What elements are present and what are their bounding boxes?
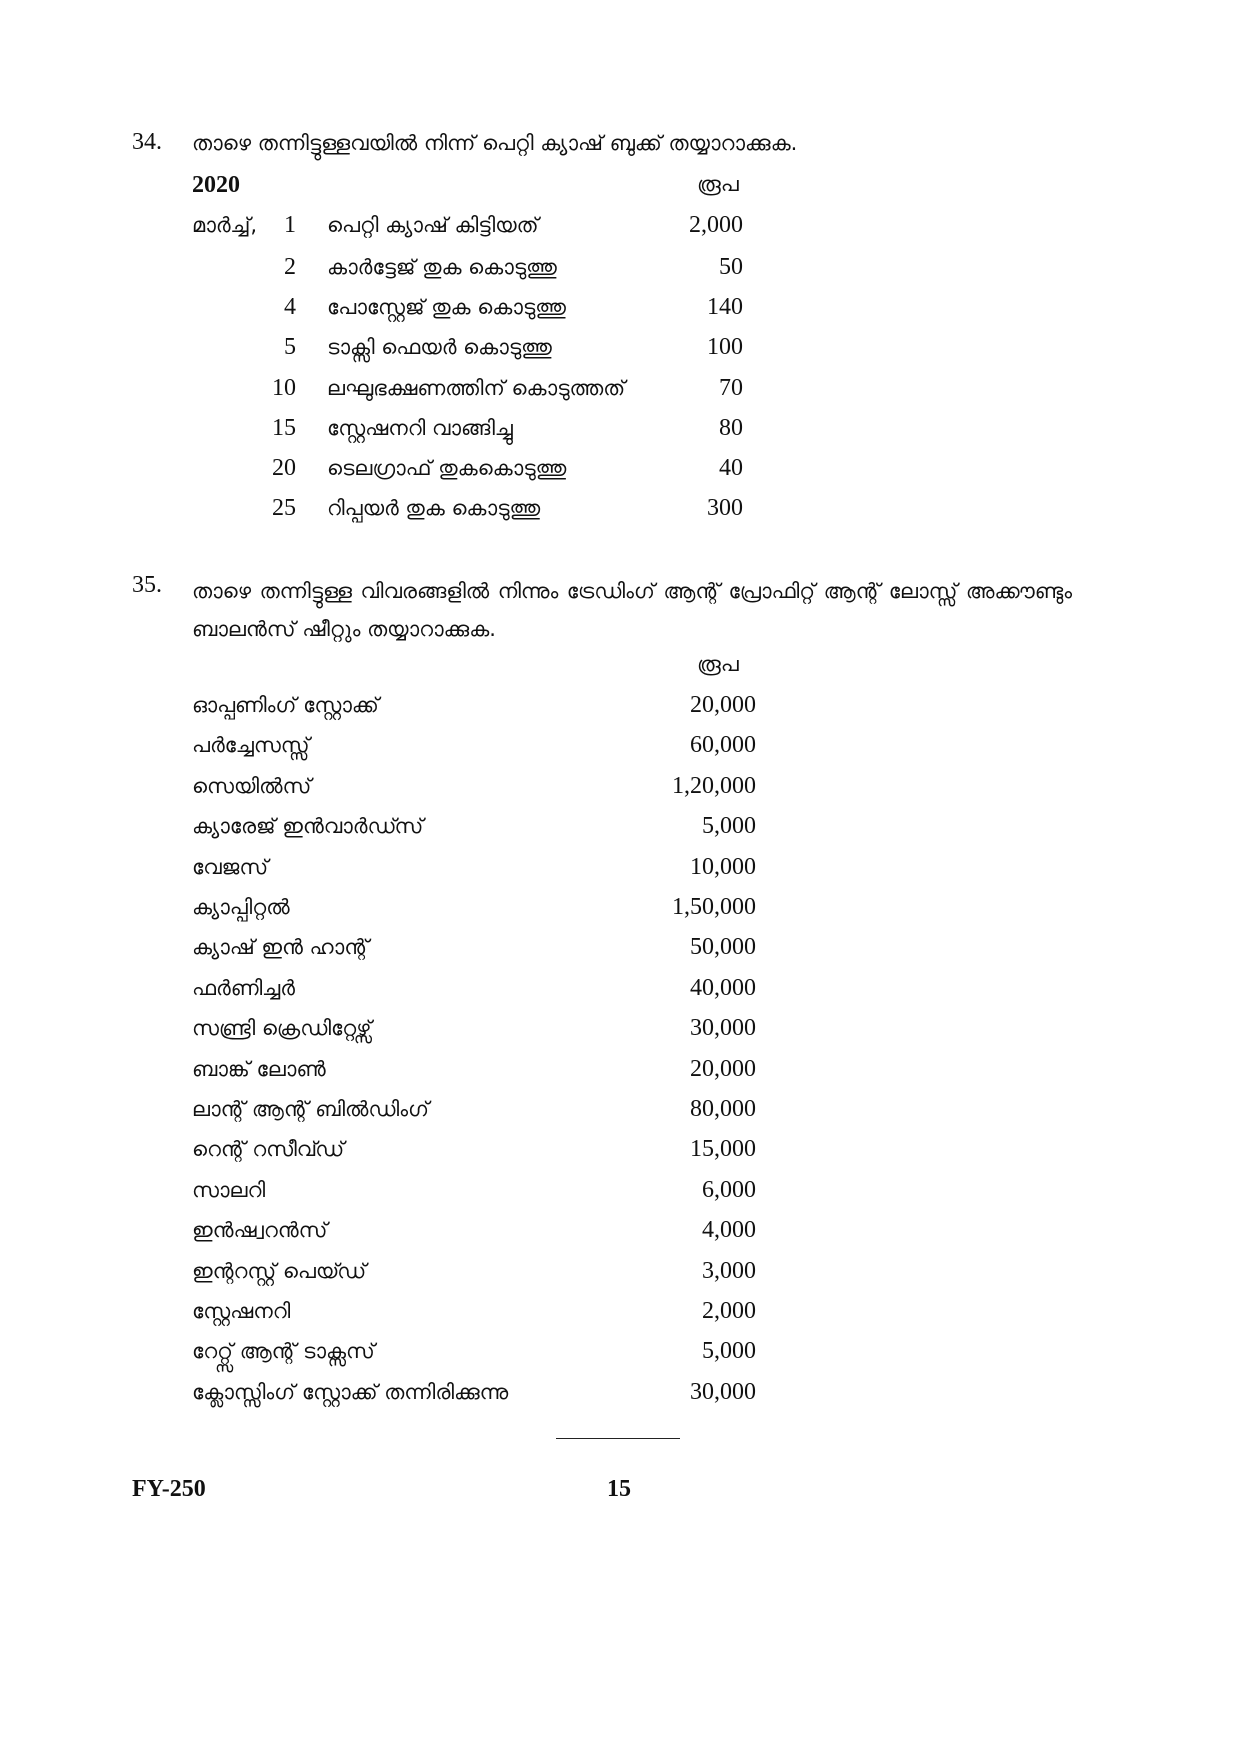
q35-row-description: റേറ്റ്സ് ആന്റ് ടാക്സസ്	[192, 1339, 375, 1363]
q35-currency-header: രൂപ	[697, 652, 739, 676]
q35-row-amount: 6,000	[702, 1177, 756, 1203]
q34-year: 2020	[192, 172, 240, 198]
q35-row-amount: 50,000	[690, 934, 756, 960]
q35-row-amount: 40,000	[690, 975, 756, 1001]
q35-row-description: ഓപ്പണിംഗ് സ്റ്റോക്ക്	[192, 693, 379, 717]
q35-row-amount: 2,000	[702, 1298, 756, 1324]
q34-row-amount: 100	[707, 334, 743, 360]
q35-row-amount: 80,000	[690, 1096, 756, 1122]
q34-row-description: ടെലഗ്രാഫ് തുകകൊടുത്തു	[327, 456, 567, 480]
q34-row-amount: 140	[707, 294, 743, 320]
q34-row-amount: 2,000	[689, 212, 743, 238]
q35-row-amount: 4,000	[702, 1217, 756, 1243]
q35-row-description: ലാന്റ് ആന്റ് ബിൽഡിംഗ്	[192, 1097, 430, 1121]
q35-row-amount: 5,000	[702, 1338, 756, 1364]
q34-row-amount: 40	[719, 455, 743, 481]
q35-row-amount: 10,000	[690, 854, 756, 880]
q35-row-description: സാലറി	[192, 1178, 266, 1202]
q35-row-amount: 1,20,000	[672, 773, 756, 799]
q34-month: മാർച്ച്,	[192, 213, 258, 237]
q35-row-description: പർച്ചേസസ്സ്	[192, 733, 310, 757]
q35-row-description: ബാങ്ക് ലോൺ	[192, 1057, 326, 1081]
q34-question: താഴെ തന്നിട്ടുള്ളവയിൽ നിന്ന് പെറ്റി ക്യാഷ് ബുക്ക് തയ്യാറാക്കുക.	[192, 131, 798, 155]
q35-row-description: വേജസ്	[192, 855, 269, 879]
q35-row-description: ക്യാഷ് ഇൻ ഹാന്റ്	[192, 935, 369, 959]
q35-row-description: ഇന്ററസ്റ്റ് പെയ്ഡ്	[192, 1259, 367, 1283]
q34-row-day: 15	[272, 415, 296, 441]
q35-row-amount: 20,000	[690, 1056, 756, 1082]
q35-row-amount: 60,000	[690, 732, 756, 758]
q35-row-amount: 20,000	[690, 692, 756, 718]
q35-row-description: ക്യാപ്പിറ്റൽ	[192, 895, 290, 919]
q35-row-amount: 30,000	[690, 1015, 756, 1041]
q34-row-day: 25	[272, 495, 296, 521]
page-number: 15	[607, 1476, 631, 1502]
q34-row-day: 20	[272, 455, 296, 481]
end-divider	[556, 1438, 680, 1439]
q34-row-day: 2	[284, 254, 296, 280]
q35-row-amount: 15,000	[690, 1136, 756, 1162]
q34-row-description: ലഘുഭക്ഷണത്തിന് കൊടുത്തത്	[327, 376, 626, 400]
q34-row-day: 5	[284, 334, 296, 360]
q34-row-description: കാർട്ടേജ് തുക കൊടുത്തു	[327, 255, 557, 279]
q35-row-amount: 3,000	[702, 1258, 756, 1284]
q35-row-amount: 5,000	[702, 813, 756, 839]
q35-row-amount: 1,50,000	[672, 894, 756, 920]
q34-row-amount: 50	[719, 254, 743, 280]
q34-row-day: 4	[284, 294, 296, 320]
q35-row-description: ക്ലോസ്സിംഗ് സ്റ്റോക്ക് തന്നിരിക്കുന്നു	[192, 1380, 509, 1404]
q34-row-amount: 80	[719, 415, 743, 441]
q35-row-description: ക്യാരേജ് ഇൻവാർഡ്സ്	[192, 814, 424, 838]
footer-code: FY-250	[132, 1476, 206, 1502]
q34-row-description: പെറ്റി ക്യാഷ് കിട്ടിയത്	[327, 213, 539, 237]
q34-row-day: 1	[284, 212, 296, 238]
q35-row-description: സണ്ട്രി ക്രെഡിറ്റേഴ്സ്	[192, 1016, 372, 1040]
q34-row-description: സ്റ്റേഷനറി വാങ്ങിച്ചു	[327, 416, 513, 440]
q35-row-description: റെന്റ് റസീവ്ഡ്	[192, 1137, 345, 1161]
q34-row-amount: 70	[719, 375, 743, 401]
q35-row-amount: 30,000	[690, 1379, 756, 1405]
q34-row-amount: 300	[707, 495, 743, 521]
q35-row-description: സെയിൽസ്	[192, 774, 312, 798]
q34-row-description: ടാക്സി ഫെയർ കൊടുത്തു	[327, 335, 552, 359]
q35-number: 35.	[132, 572, 162, 598]
q35-row-description: ഫർണിച്ചർ	[192, 976, 295, 1000]
q35-question: താഴെ തന്നിട്ടുള്ള വിവരങ്ങളിൽ നിന്നും ട്രേഡിംഗ് ആന്റ് പ്രോഫിറ്റ് ആന്റ് ലോസ്സ് അക്കൗണ്ടും ബാലൻസ് ഷീറ്റും തയ്യാറാക്കുക.	[192, 579, 1072, 641]
q34-number: 34.	[132, 129, 162, 155]
q34-currency-header: രൂപ	[697, 172, 739, 196]
q35-row-description: സ്റ്റേഷനറി	[192, 1299, 291, 1323]
q34-row-description: റിപ്പയർ തുക കൊടുത്തു	[327, 496, 541, 520]
q34-row-day: 10	[272, 375, 296, 401]
q35-row-description: ഇൻഷ്വറൻസ്	[192, 1218, 328, 1242]
q34-row-description: പോസ്റ്റേജ് തുക കൊടുത്തു	[327, 295, 566, 319]
